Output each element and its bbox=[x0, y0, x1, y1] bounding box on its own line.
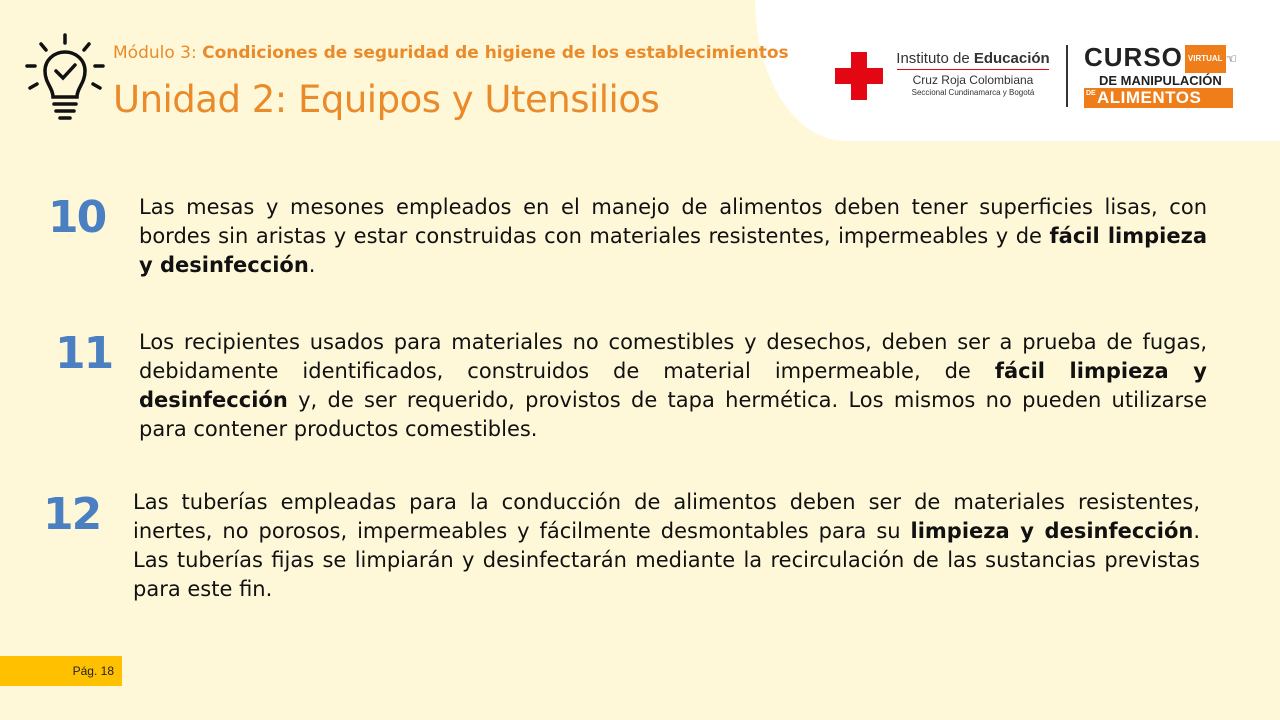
module-prefix: Módulo 3: bbox=[113, 43, 203, 63]
module-heading bbox=[113, 43, 789, 63]
page-number-tab: Pág. 18 bbox=[0, 656, 122, 686]
item-text-bold: fácil limpieza y desinfección bbox=[139, 224, 1208, 277]
logo-divider bbox=[1066, 45, 1068, 107]
institute-org: Cruz Roja Colombiana bbox=[912, 73, 1034, 87]
item-text bbox=[139, 193, 1207, 280]
course-de: DE bbox=[1086, 90, 1096, 97]
unit-title: Unidad 2: Equipos y Utensilios bbox=[113, 78, 660, 121]
course-word: CURSO bbox=[1084, 42, 1183, 72]
institute-name-b: Educación bbox=[973, 50, 1050, 67]
hand-icon: ☜ bbox=[1225, 51, 1238, 67]
item-text-plain: Las tuberías empleadas para la conducción de alimentos deben ser de materiales resistentes, inertes, no porosos, impermeables y fácilmente desmontables para su bbox=[133, 490, 1200, 543]
institute-section: Seccional Cundinamarca y Bogotá bbox=[911, 88, 1035, 97]
item-text-bold: fácil limpieza y desinfección bbox=[139, 359, 1207, 412]
item-text-plain: . bbox=[308, 253, 316, 277]
module-title: Condiciones de seguridad de higiene de los establecimientos bbox=[202, 43, 789, 63]
course-virtual-badge: VIRTUAL bbox=[1185, 45, 1226, 73]
item-text-plain: Las mesas y mesones empleados en el manejo de alimentos deben tener superficies lisas, con bordes sin aristas y estar construidas con materiales resistentes, impermeables y de bbox=[139, 195, 1207, 248]
course-logo bbox=[1084, 42, 1238, 107]
item-text bbox=[133, 488, 1200, 604]
item-text-plain: y, de ser requerido, provistos de tapa hermética. Los mismos no pueden utilizarse para contener productos comestibles. bbox=[139, 388, 1207, 441]
course-alimentos-band bbox=[1084, 88, 1233, 108]
item-number: 12 bbox=[43, 489, 101, 540]
institute-name-a: Instituto de bbox=[896, 50, 974, 67]
red-cross-icon bbox=[835, 52, 883, 100]
item-text bbox=[139, 328, 1207, 444]
course-subtitle: DE MANIPULACIÓN bbox=[1099, 73, 1222, 89]
item-text-bold: limpieza y desinfección bbox=[910, 519, 1194, 543]
institute-logo bbox=[893, 50, 1053, 97]
lightbulb-check-icon bbox=[24, 33, 106, 121]
item-number: 10 bbox=[48, 192, 106, 243]
item-number: 11 bbox=[55, 328, 113, 379]
item-text-plain: . Las tuberías fijas se limpiarán y desinfectarán mediante la recirculación de las sustancias previstas para este fin. bbox=[133, 519, 1201, 601]
course-alimentos: ALIMENTOS bbox=[1097, 88, 1202, 107]
item-text-plain: Los recipientes usados para materiales no comestibles y desechos, deben ser a prueba de fugas, debidamente identificados, construidos de material impermeable, de bbox=[139, 330, 1207, 383]
